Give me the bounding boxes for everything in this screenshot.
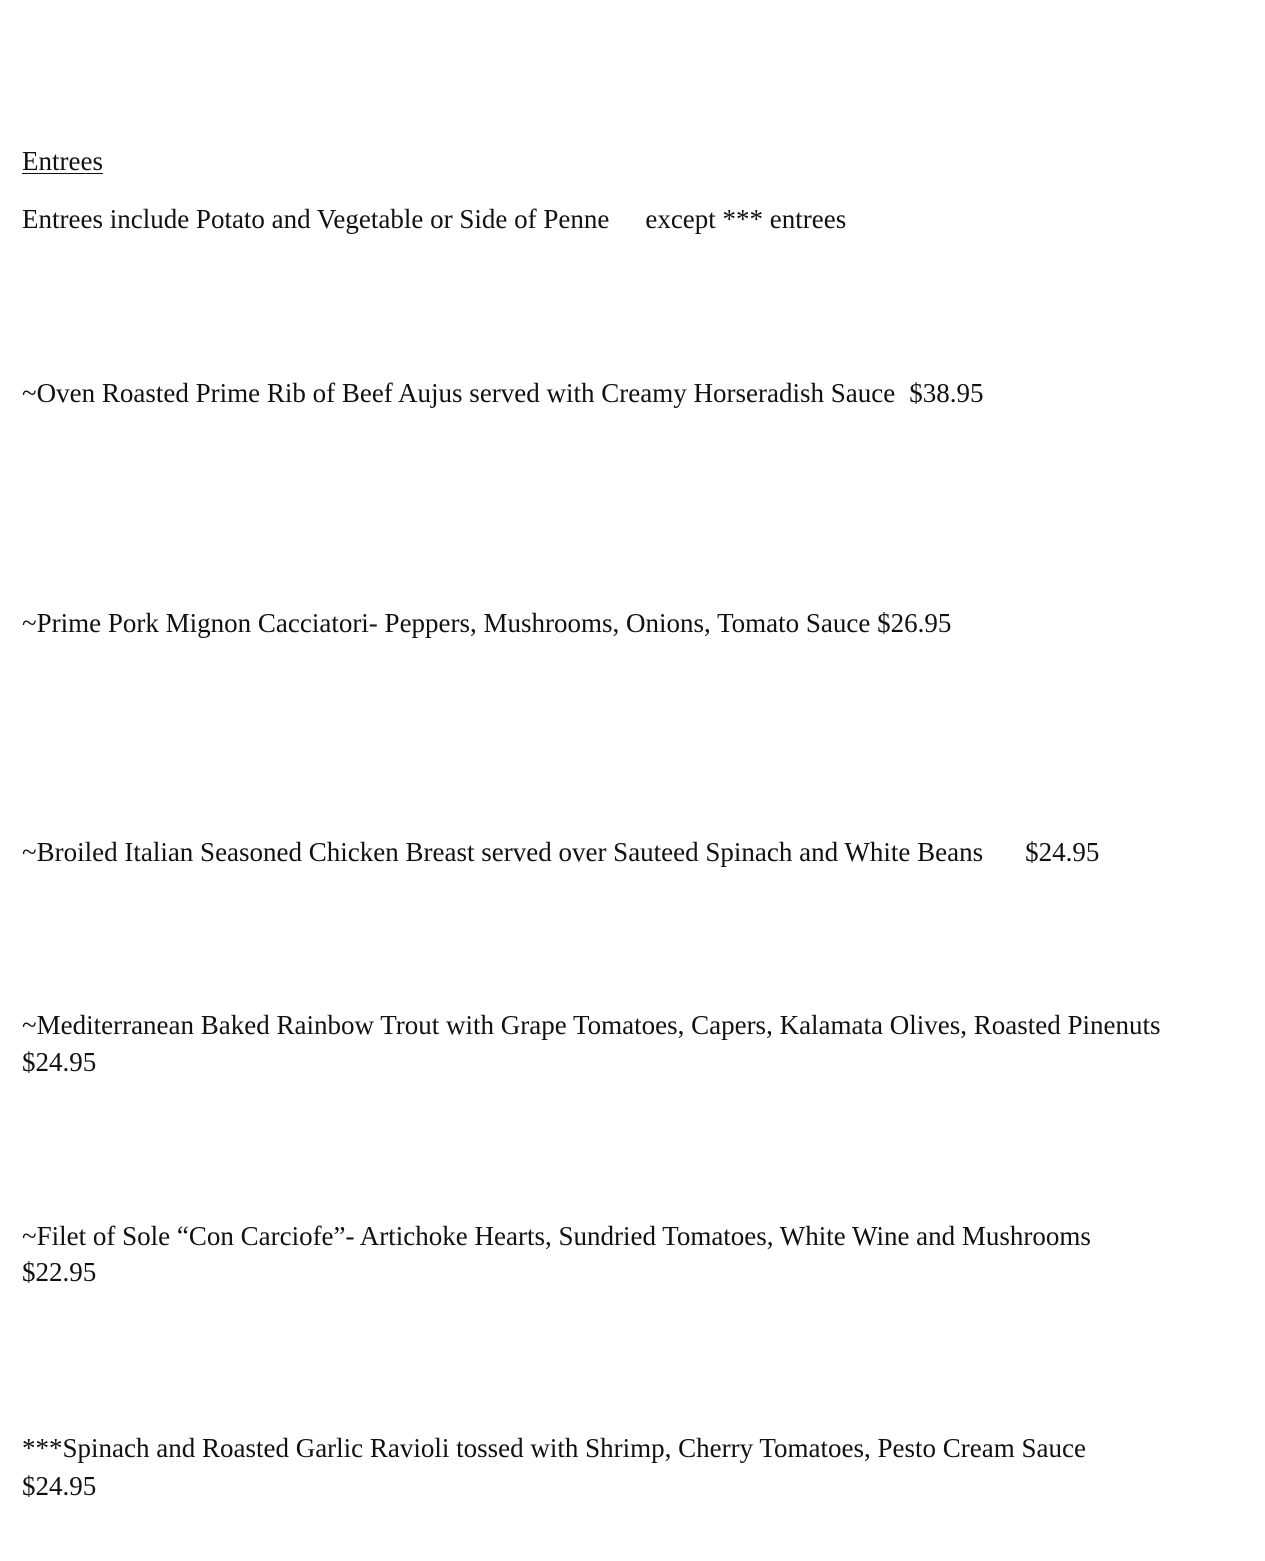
menu-item — [22, 375, 983, 412]
section-note-main: Entrees include Potato and Vegetable or Side of Penne — [22, 204, 610, 234]
menu-item-price: $24.95 — [22, 1471, 97, 1501]
section-note — [22, 201, 846, 238]
menu-item-name: ~Filet of Sole “Con Carciofe”- Artichoke Hearts, Sundried Tomatoes, White Wine and Mushrooms — [22, 1221, 1091, 1251]
section-title: Entrees — [22, 146, 103, 176]
menu-item-price: $22.95 — [22, 1257, 97, 1287]
section-note-except: except *** entrees — [645, 204, 847, 234]
menu-item-name: ~Broiled Italian Seasoned Chicken Breast served over Sauteed Spinach and White Beans — [22, 837, 984, 867]
menu-item-price: $26.95 — [877, 608, 952, 638]
menu-item-price: $24.95 — [1025, 837, 1100, 867]
menu-item — [22, 834, 1099, 871]
menu-item-name: ~Oven Roasted Prime Rib of Beef Aujus served with Creamy Horseradish Sauce — [22, 378, 896, 408]
menu-item-name: ~Mediterranean Baked Rainbow Trout with Grape Tomatoes, Capers, Kalamata Olives, Roasted Pinenuts — [22, 1010, 1161, 1040]
menu-item-name: ~Prime Pork Mignon Cacciatori- Peppers, Mushrooms, Onions, Tomato Sauce — [22, 608, 871, 638]
menu-item-price: $38.95 — [909, 378, 984, 408]
menu-item-name: ***Spinach and Roasted Garlic Ravioli tossed with Shrimp, Cherry Tomatoes, Pesto Cream Sauce — [22, 1433, 1086, 1463]
menu-item — [22, 605, 951, 642]
menu-item-price: $24.95 — [22, 1047, 97, 1077]
